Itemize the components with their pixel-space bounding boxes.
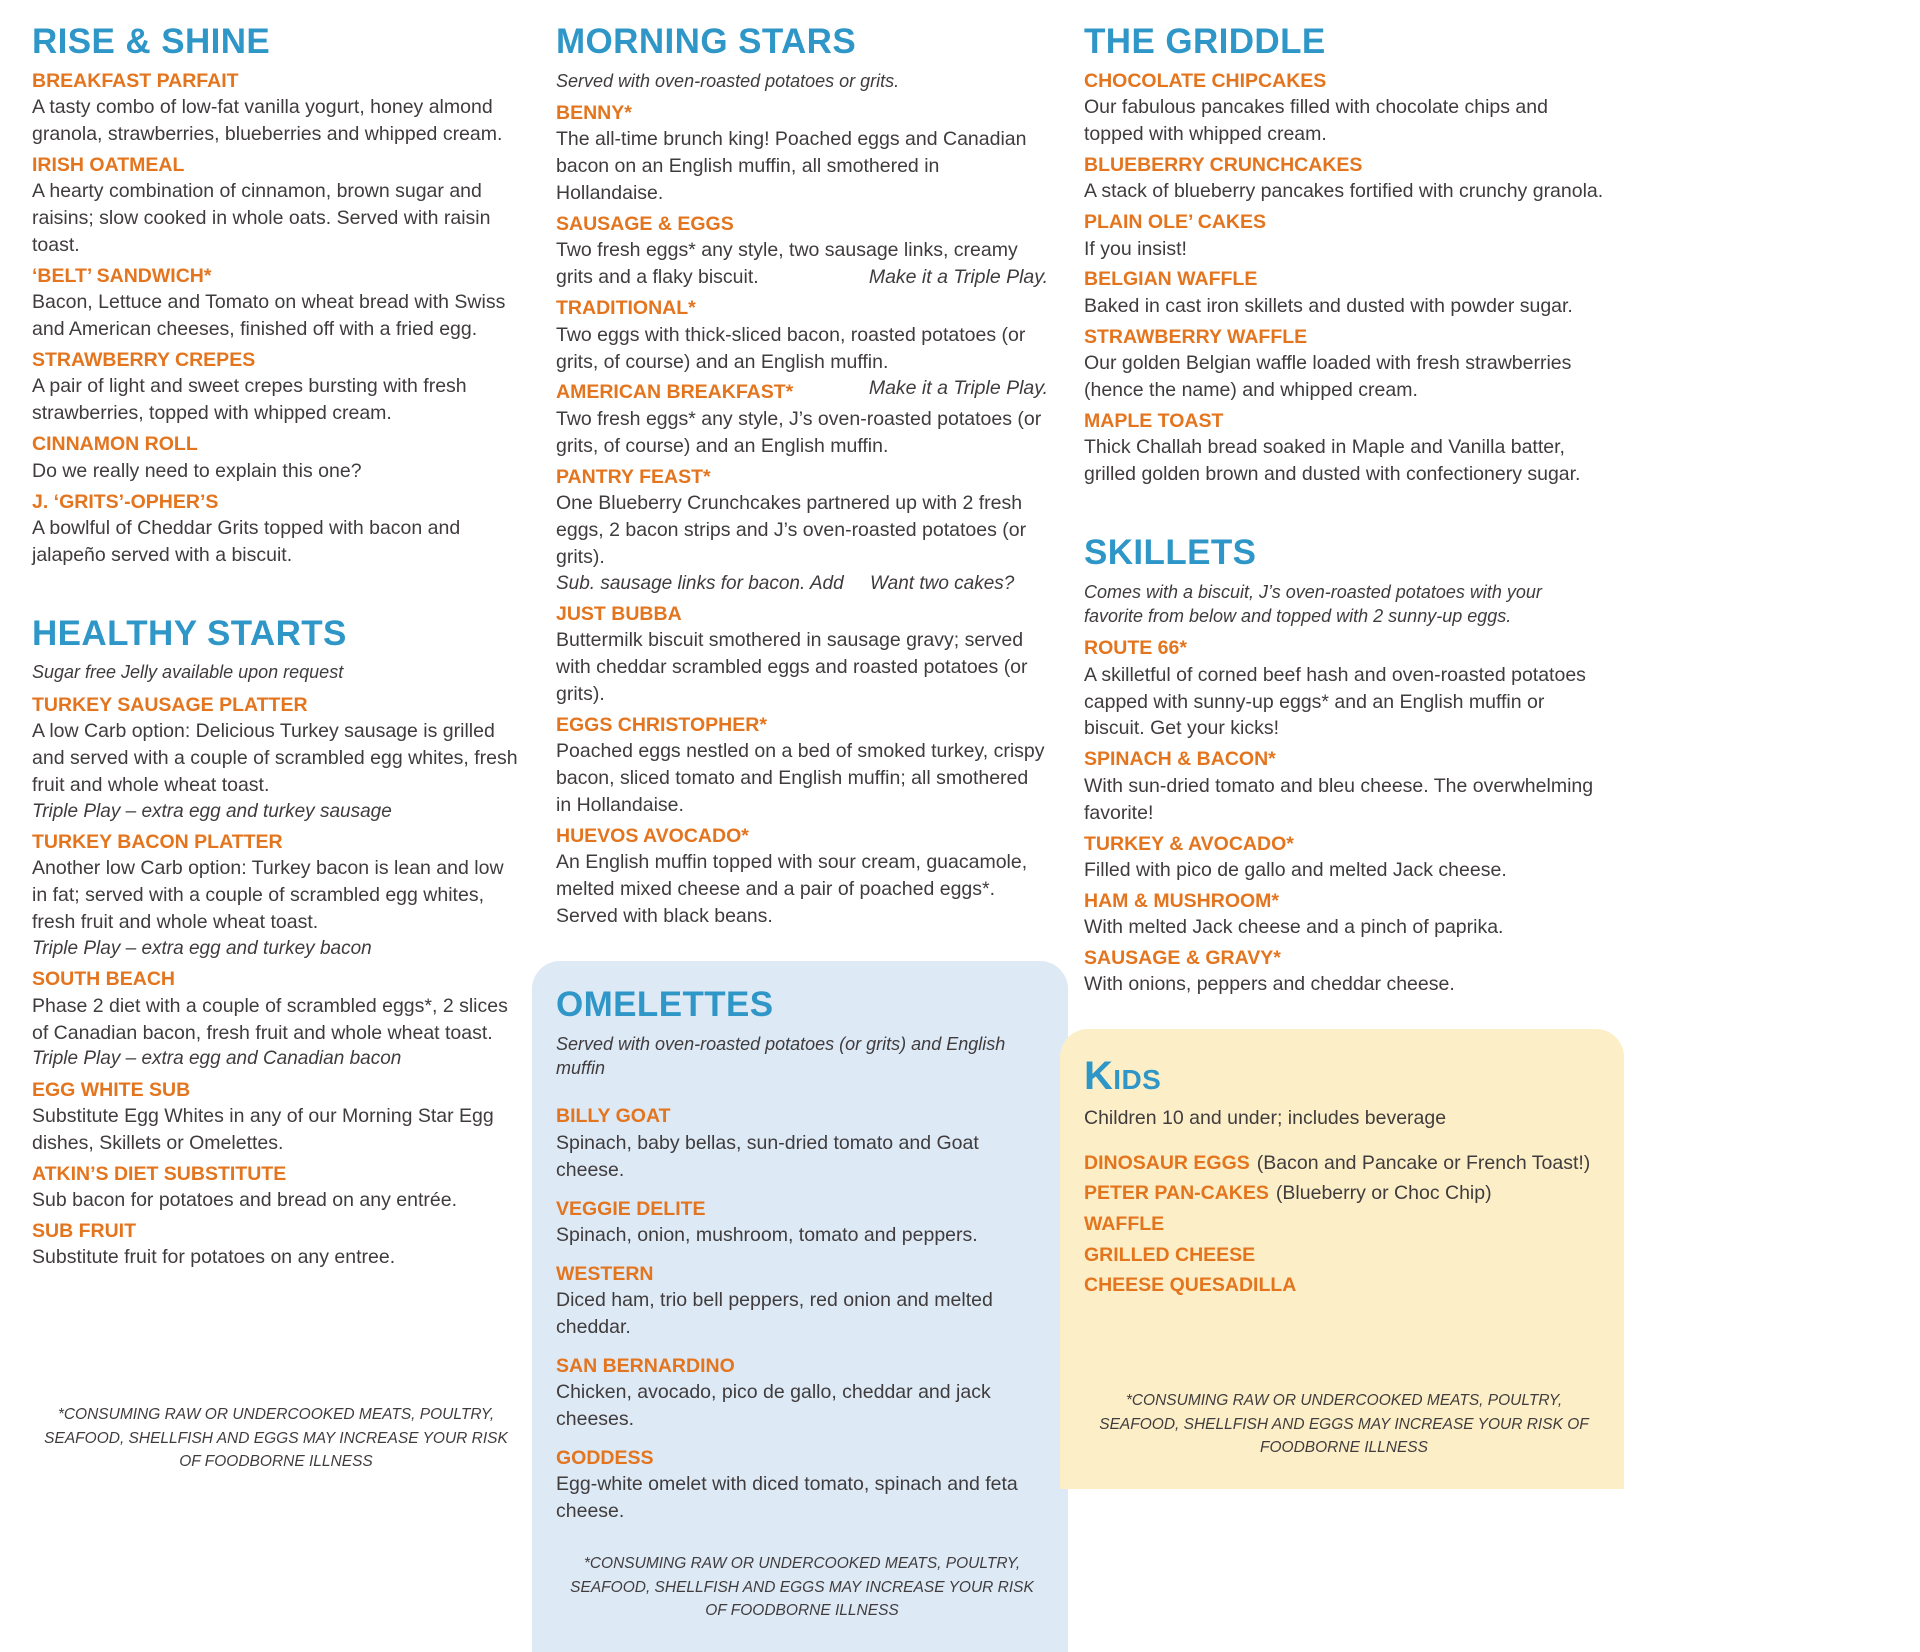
item-desc <box>556 1130 1048 1184</box>
item-name-line <box>556 465 1048 490</box>
item-desc-text: Poached eggs nestled on a bed of smoked turkey, crispy bacon, sliced tomato and English muffin; all smothered in Hollandaise. <box>556 740 1045 817</box>
item-name: SAN BERNARDINO <box>556 1354 735 1377</box>
item-desc <box>556 237 1048 291</box>
item-desc <box>32 289 520 343</box>
item-desc-text: Our golden Belgian waffle loaded with fresh strawberries (hence the name) and whipped cream. <box>1084 352 1572 401</box>
item-note: Sub. sausage links for bacon. Add Want two cakes? <box>556 572 1015 594</box>
item-desc-text: An English muffin topped with sour cream, guacamole, melted mixed cheese and a pair of poached eggs*. Served with black beans. <box>556 851 1028 928</box>
item-name-line <box>556 824 1048 849</box>
section-note: Sugar free Jelly available upon request <box>32 662 344 683</box>
item-suffix: (Bacon and Pancake or French Toast!) <box>1256 1151 1591 1174</box>
item-name: CINNAMON ROLL <box>32 433 198 456</box>
menu-item <box>1084 747 1604 826</box>
item-desc <box>556 126 1048 207</box>
menu-item <box>556 1262 1048 1341</box>
item-name-line <box>556 1197 1048 1222</box>
menu-item <box>1084 636 1604 742</box>
item-name-line <box>32 1162 520 1187</box>
item-name-line <box>556 296 1048 321</box>
menu-item <box>556 602 1048 708</box>
item-desc-text: Substitute fruit for potatoes on any entree. <box>32 1246 396 1269</box>
disclaimer: *CONSUMING RAW OR UNDERCOOKED MEATS, POULTRY, SEAFOOD, SHELLFISH AND EGGS MAY INCREASE YOUR RISK OF FOODBORNE ILLNESS <box>44 1406 508 1470</box>
item-name-line <box>32 830 520 855</box>
item-name-line <box>1084 267 1604 292</box>
item-desc <box>32 178 520 259</box>
section-note: Comes with a biscuit, J’s oven-roasted potatoes with your favorite from below and topped with 2 sunny-up eggs. <box>1084 581 1542 627</box>
item-name-line <box>1084 1242 1604 1270</box>
menu-item <box>1084 267 1604 319</box>
item-name: HAM & MUSHROOM* <box>1084 889 1279 912</box>
item-desc-text: With onions, peppers and cheddar cheese. <box>1084 973 1455 996</box>
section-note: Served with oven-roasted potatoes or grits. <box>556 70 900 91</box>
menu-item <box>1084 153 1604 205</box>
item-desc-text: Substitute Egg Whites in any of our Morning Star Egg dishes, Skillets or Omelettes. <box>32 1105 494 1154</box>
item-name-line <box>1084 69 1604 94</box>
item-name-line <box>1084 946 1604 971</box>
item-name-line <box>1084 1272 1604 1300</box>
item-name: SUB FRUIT <box>32 1220 136 1243</box>
item-name: J. ‘GRITS’-OPHER’S <box>32 490 219 513</box>
menu-column-center <box>556 22 1048 1619</box>
menu-item <box>32 264 520 343</box>
item-name: GRILLED CHEESE <box>1084 1243 1256 1266</box>
menu-item <box>1084 1242 1604 1270</box>
menu-item <box>1084 832 1604 884</box>
menu-item <box>32 1162 520 1214</box>
item-name-line <box>1084 325 1604 350</box>
item-desc-text: Two eggs with thick-sliced bacon, roasted potatoes (or grits, of course) and an English muffin. <box>556 323 1026 373</box>
item-tail: Make it a Triple Play. <box>868 266 1048 289</box>
item-desc-text: A low Carb option: Delicious Turkey sausage is grilled and served with a couple of scrambled egg whites, fresh fruit and whole wheat toast. <box>32 720 518 796</box>
item-name: HUEVOS AVOCADO* <box>556 824 749 847</box>
item-name: SPINACH & BACON* <box>1084 748 1276 771</box>
item-desc-text: A pair of light and sweet crepes bursting with fresh strawberries, topped with whipped cream. <box>32 375 467 425</box>
item-desc-text: Thick Challah bread soaked in Maple and Vanilla batter, grilled golden brown and dusted with confectionery sugar. <box>1084 436 1581 486</box>
item-desc-text: A skilletful of corned beef hash and oven-roasted potatoes capped with sunny-up eggs* and an English muffin or biscuit. Get your kicks! <box>1084 663 1586 740</box>
menu-item <box>1084 409 1604 488</box>
item-name: TURKEY BACON PLATTER <box>32 831 283 854</box>
item-name: EGG WHITE SUB <box>32 1078 191 1101</box>
item-desc-text: The all-time brunch king! Poached eggs and Canadian bacon on an English muffin, all smothered in Hollandaise. <box>556 128 1027 205</box>
menu-item <box>556 101 1048 207</box>
menu-item <box>1084 1150 1604 1178</box>
item-desc-text: A bowlful of Cheddar Grits topped with bacon and jalapeño served with a biscuit. <box>32 516 461 566</box>
item-name-line <box>556 1104 1048 1129</box>
menu-section <box>32 24 520 574</box>
menu-section <box>1084 1055 1604 1303</box>
item-name: SOUTH BEACH <box>32 968 176 991</box>
item-desc <box>1084 178 1604 205</box>
menu-item <box>1084 1180 1604 1208</box>
item-name-line <box>1084 636 1604 661</box>
item-name: BILLY GOAT <box>556 1105 671 1128</box>
item-desc <box>32 1103 520 1157</box>
item-name: BLUEBERRY CRUNCHCAKES <box>1084 153 1363 176</box>
section-title: Kids <box>1084 1054 1162 1099</box>
item-name: BELGIAN WAFFLE <box>1084 268 1258 291</box>
item-desc <box>1084 857 1604 884</box>
item-name-line <box>32 1219 520 1244</box>
menu-column-left <box>32 24 520 1489</box>
item-desc <box>556 1287 1048 1341</box>
menu-item <box>32 1078 520 1157</box>
menu-item <box>32 693 520 825</box>
item-desc <box>1084 236 1604 263</box>
item-name-line <box>1084 747 1604 772</box>
item-name: ROUTE 66* <box>1084 637 1187 660</box>
item-name: GODDESS <box>556 1447 654 1470</box>
item-name: PETER PAN-CAKES <box>1084 1182 1269 1205</box>
omelettes-panel <box>532 961 1068 1652</box>
item-name: STRAWBERRY WAFFLE <box>1084 325 1308 348</box>
item-name: ‘BELT’ SANDWICH* <box>32 264 212 287</box>
menu-item <box>1084 1272 1604 1300</box>
item-name: ATKIN’S DIET SUBSTITUTE <box>32 1162 287 1185</box>
menu-column-right <box>1084 24 1604 1489</box>
section-title: HEALTHY STARTS <box>32 613 347 653</box>
item-name: EGGS CHRISTOPHER* <box>556 713 767 736</box>
menu-item <box>1084 69 1604 148</box>
menu-item <box>32 830 520 962</box>
item-name-line <box>1084 1150 1604 1178</box>
item-name-line <box>32 153 520 178</box>
item-desc <box>32 855 520 936</box>
item-desc <box>556 627 1048 708</box>
item-desc-text: Do we really need to explain this one? <box>32 459 362 482</box>
menu-item <box>556 713 1048 819</box>
item-desc-text: A hearty combination of cinnamon, brown sugar and raisins; slow cooked in whole oats. Served with raisin toast. <box>32 180 491 257</box>
item-desc-text: Bacon, Lettuce and Tomato on wheat bread with Swiss and American cheeses, finished off with a fried egg. <box>32 291 506 341</box>
item-desc <box>32 1244 520 1271</box>
item-desc <box>32 718 520 799</box>
menu-item <box>556 1197 1048 1249</box>
item-desc-text: Chicken, avocado, pico de gallo, cheddar and jack cheeses. <box>556 1381 991 1431</box>
menu-item <box>556 212 1048 291</box>
item-desc-text: Two fresh eggs* any style, J’s oven-roasted potatoes (or grits, of course) and an English muffin. <box>556 407 1042 457</box>
item-name-line <box>32 693 520 718</box>
item-desc <box>32 458 520 485</box>
disclaimer: *CONSUMING RAW OR UNDERCOOKED MEATS, POULTRY, SEAFOOD, SHELLFISH AND EGGS MAY INCREASE YOUR RISK OF FOODBORNE ILLNESS <box>570 1555 1034 1619</box>
menu-item <box>32 348 520 427</box>
menu-item <box>32 490 520 569</box>
item-desc <box>32 94 520 148</box>
item-desc-text: Egg-white omelet with diced tomato, spinach and feta cheese. <box>556 1473 1018 1523</box>
item-name-line <box>1084 1180 1604 1208</box>
item-desc-text: If you insist! <box>1084 237 1187 260</box>
menu-item <box>556 1354 1048 1433</box>
item-desc <box>1084 293 1604 320</box>
item-name: SAUSAGE & EGGS <box>556 213 734 236</box>
item-desc-text: With sun-dried tomato and bleu cheese. The overwhelming favorite! <box>1084 774 1594 824</box>
item-name: TRADITIONAL* <box>556 297 696 320</box>
menu-item <box>1084 210 1604 262</box>
item-desc-text: One Blueberry Crunchcakes partnered up with 2 fresh eggs, 2 bacon strips and J’s oven-roasted potatoes (or grits). <box>556 491 1027 568</box>
menu-item <box>32 432 520 484</box>
item-desc <box>1084 94 1604 148</box>
item-desc <box>556 490 1048 571</box>
item-desc <box>556 406 1048 460</box>
item-desc <box>32 993 520 1047</box>
item-desc <box>556 1379 1048 1433</box>
item-name-line <box>556 212 1048 237</box>
item-desc-text: Spinach, onion, mushroom, tomato and peppers. <box>556 1223 978 1246</box>
item-name-line <box>556 602 1048 627</box>
item-desc-text: Baked in cast iron skillets and dusted with powder sugar. <box>1084 294 1573 317</box>
item-name-line <box>1084 409 1604 434</box>
item-desc <box>1084 662 1604 743</box>
item-name-line <box>32 967 520 992</box>
item-name: WAFFLE <box>1084 1212 1165 1235</box>
item-name-line <box>1084 210 1604 235</box>
item-name: DINOSAUR EGGS <box>1084 1151 1250 1174</box>
item-desc <box>32 1187 520 1214</box>
item-desc <box>556 849 1048 930</box>
section-title: RISE & SHINE <box>32 22 271 61</box>
section-note: Children 10 and under; includes beverage <box>1084 1107 1447 1130</box>
item-desc-text: Our fabulous pancakes filled with chocolate chips and topped with whipped cream. <box>1084 96 1548 145</box>
item-name-line <box>556 713 1048 738</box>
item-desc-text: Diced ham, trio bell peppers, red onion and melted cheddar. <box>556 1289 993 1339</box>
menu-item <box>556 1446 1048 1525</box>
item-name-line <box>1084 1211 1604 1239</box>
section-title: MORNING STARS <box>556 22 857 61</box>
item-desc-text: Another low Carb option: Turkey bacon is lean and low in fat; served with a couple of scrambled egg whites, fresh fruit and whole wheat toast. <box>32 857 504 934</box>
item-name: TURKEY & AVOCADO* <box>1084 832 1294 855</box>
item-name: MAPLE TOAST <box>1084 409 1224 432</box>
menu-section <box>1084 24 1604 493</box>
disclaimer: *CONSUMING RAW OR UNDERCOOKED MEATS, POULTRY, SEAFOOD, SHELLFISH AND EGGS MAY INCREASE YOUR RISK OF FOODBORNE ILLNESS <box>1099 1392 1589 1456</box>
item-name-line <box>32 432 520 457</box>
item-name-line <box>32 1078 520 1103</box>
item-name-line <box>32 264 520 289</box>
menu-item <box>32 1219 520 1271</box>
item-desc <box>32 373 520 427</box>
item-note: Triple Play – extra egg and turkey bacon <box>32 938 372 960</box>
item-name-line <box>556 1262 1048 1287</box>
menu-item <box>556 1104 1048 1183</box>
item-desc-text: With melted Jack cheese and a pinch of paprika. <box>1084 916 1504 939</box>
menu-item <box>1084 889 1604 941</box>
item-desc <box>1084 773 1604 827</box>
item-desc <box>1084 350 1604 404</box>
item-name-line <box>1084 889 1604 914</box>
item-name-line <box>1084 832 1604 857</box>
item-name: PLAIN OLE’ CAKES <box>1084 211 1267 234</box>
menu-item <box>1084 1211 1604 1239</box>
menu-item <box>32 69 520 148</box>
item-desc <box>1084 914 1604 941</box>
item-desc-text: A tasty combo of low-fat vanilla yogurt, honey almond granola, strawberries, blueberries and whipped cream. <box>32 96 503 145</box>
item-name: AMERICAN BREAKFAST* <box>556 381 794 404</box>
item-name-line <box>32 348 520 373</box>
menu-item <box>1084 325 1604 404</box>
item-desc <box>556 1471 1048 1525</box>
item-name: IRISH OATMEAL <box>32 153 185 176</box>
item-name-line <box>556 101 1048 126</box>
item-name-line <box>32 490 520 515</box>
section-title: THE GRIDDLE <box>1084 22 1326 61</box>
item-desc <box>556 1222 1048 1249</box>
item-name: VEGGIE DELITE <box>556 1197 706 1220</box>
menu-section <box>556 987 1048 1538</box>
menu-section <box>32 613 520 1277</box>
item-name-line <box>1084 153 1604 178</box>
item-desc-text: Phase 2 diet with a couple of scrambled eggs*, 2 slices of Canadian bacon, fresh fruit and whole wheat toast. <box>32 994 508 1044</box>
item-name: TURKEY SAUSAGE PLATTER <box>32 693 308 716</box>
item-name-line <box>32 69 520 94</box>
item-desc <box>1084 971 1604 998</box>
section-title: SKILLETS <box>1084 532 1257 572</box>
menu-section <box>556 24 1048 935</box>
kids-panel <box>1060 1029 1624 1489</box>
item-name: PANTRY FEAST* <box>556 465 711 488</box>
section-title: OMELETTES <box>556 985 774 1025</box>
item-name: BENNY* <box>556 102 632 125</box>
item-name: CHOCOLATE CHIPCAKES <box>1084 69 1327 92</box>
item-name-line <box>556 1446 1048 1471</box>
item-name: SAUSAGE & GRAVY* <box>1084 947 1281 970</box>
item-name-line <box>556 1354 1048 1379</box>
item-suffix: (Blueberry or Choc Chip) <box>1275 1182 1492 1205</box>
item-desc <box>32 515 520 569</box>
menu-item <box>556 465 1048 597</box>
item-name: WESTERN <box>556 1262 654 1285</box>
item-name: STRAWBERRY CREPES <box>32 349 256 372</box>
menu-item <box>1084 946 1604 998</box>
item-name: CHEESE QUESADILLA <box>1084 1274 1297 1297</box>
item-desc <box>556 738 1048 819</box>
item-tail: Make it a Triple Play. <box>868 377 1048 400</box>
item-name: JUST BUBBA <box>556 602 682 625</box>
item-desc-text: Buttermilk biscuit smothered in sausage gravy; served with cheddar scrambled eggs and roasted potatoes (or grits). <box>556 629 1028 706</box>
menu-section <box>1084 532 1604 1003</box>
item-desc-text: Spinach, baby bellas, sun-dried tomato and Goat cheese. <box>556 1131 979 1181</box>
item-note: Triple Play – extra egg and turkey sausage <box>32 800 392 822</box>
menu-item <box>32 153 520 259</box>
item-name: BREAKFAST PARFAIT <box>32 69 239 92</box>
item-desc-text: Filled with pico de gallo and melted Jack cheese. <box>1084 858 1507 881</box>
menu-item <box>556 824 1048 930</box>
item-note: Triple Play – extra egg and Canadian bacon <box>32 1048 402 1070</box>
item-desc-text: A stack of blueberry pancakes fortified with crunchy granola. <box>1084 180 1604 203</box>
section-note: Served with oven-roasted potatoes (or grits) and English muffin <box>556 1033 1006 1079</box>
item-desc-text: Two fresh eggs* any style, two sausage links, creamy grits and a flaky biscuit. <box>556 239 1018 289</box>
item-desc-text: Sub bacon for potatoes and bread on any entrée. <box>32 1189 457 1212</box>
item-desc <box>1084 434 1604 488</box>
menu-item <box>32 967 520 1072</box>
